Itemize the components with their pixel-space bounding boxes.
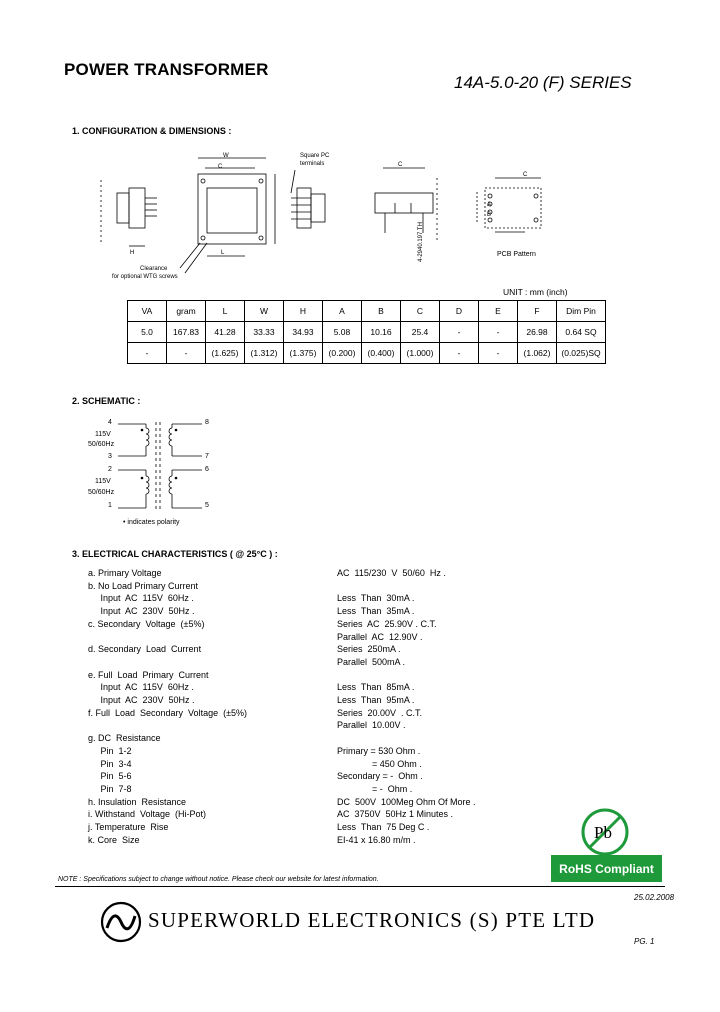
label-w: W	[223, 153, 229, 159]
table-header: D	[440, 301, 479, 322]
table-header-row	[128, 301, 606, 322]
dimensions-table	[127, 300, 606, 364]
table-header: Dim Pin	[557, 301, 606, 322]
table-header: W	[245, 301, 284, 322]
table-cell: 0.64 SQ	[557, 322, 606, 343]
spec-label: h. Insulation Resistance	[88, 796, 187, 807]
voltage-label-primary-2: 115V	[95, 478, 111, 485]
spec-value: Series 20.00V . C.T.	[337, 707, 423, 718]
spec-label: a. Primary Voltage	[88, 568, 162, 578]
page-number: PG. 1	[634, 937, 655, 946]
footer-note: NOTE : Specifications subject to change without notice. Please check our website for latest information.	[58, 876, 379, 883]
spec-label: Pin 7-8	[88, 783, 132, 794]
lead-free-badge	[580, 807, 630, 857]
spec-value: Primary = 530 Ohm .	[337, 745, 421, 756]
spec-value: Less Than 95mA .	[337, 695, 415, 705]
schematic-diagram	[110, 418, 210, 513]
section-electrical-heading: 3. ELECTRICAL CHARACTERISTICS ( @ 25°C ) :	[72, 549, 278, 559]
table-cell: 34.93	[284, 322, 323, 343]
spec-value: DC 500V 100Meg Ohm Of More .	[337, 796, 476, 807]
table-header: VA	[128, 301, 167, 322]
footer-divider	[55, 886, 665, 887]
pin-2: 2	[108, 466, 112, 473]
table-header: B	[362, 301, 401, 322]
spec-value: Less Than 85mA .	[337, 682, 415, 693]
label-square-pc: Square PC	[300, 153, 330, 159]
table-cell: 33.33	[245, 322, 284, 343]
spec-label: Input AC 230V 50Hz .	[88, 695, 195, 705]
table-cell: -	[167, 343, 206, 364]
table-header: H	[284, 301, 323, 322]
table-cell: (1.375)	[284, 343, 323, 364]
label-clearance: Clearance	[140, 266, 168, 272]
label-l: L	[221, 250, 225, 256]
table-cell: 26.98	[518, 322, 557, 343]
table-row	[128, 343, 606, 364]
table-cell: -	[128, 343, 167, 364]
spec-value: AC 3750V 50Hz 1 Minutes .	[337, 809, 454, 820]
polarity-note: • indicates polarity	[123, 519, 180, 526]
voltage-label-primary-1: 115V	[95, 431, 111, 438]
table-cell: -	[440, 322, 479, 343]
spec-value: Parallel 500mA .	[337, 656, 406, 667]
spec-label: c. Secondary Voltage (±5%)	[88, 618, 205, 629]
spec-value: = 450 Ohm .	[337, 758, 422, 769]
label-terminals: terminals	[300, 161, 325, 167]
table-cell: 167.83	[167, 322, 206, 343]
table-cell: 25.4	[401, 322, 440, 343]
unit-label: UNIT : mm (inch)	[503, 287, 568, 297]
footer-date: 25.02.2008	[634, 893, 675, 902]
label-pcb-pattern: PCB Pattern	[497, 251, 536, 258]
table-row	[128, 322, 606, 343]
frequency-label-primary-1: 50/60Hz	[88, 441, 115, 448]
table-header: E	[479, 301, 518, 322]
table-cell: 41.28	[206, 322, 245, 343]
table-cell: (1.312)	[245, 343, 284, 364]
table-cell: (1.000)	[401, 343, 440, 364]
table-header: L	[206, 301, 245, 322]
table-header: F	[518, 301, 557, 322]
spec-label: j. Temperature Rise	[88, 822, 169, 832]
series-name: 14A-5.0-20 (F) SERIES	[454, 73, 632, 92]
table-cell: 5.08	[323, 322, 362, 343]
section-configuration-heading: 1. CONFIGURATION & DIMENSIONS :	[72, 126, 232, 136]
table-cell: (0.025)SQ	[557, 343, 606, 364]
table-header: gram	[167, 301, 206, 322]
table-cell: (0.400)	[362, 343, 401, 364]
table-cell: -	[479, 322, 518, 343]
spec-label: d. Secondary Load Current	[88, 644, 202, 655]
spec-value: Less Than 30mA .	[337, 593, 415, 604]
spec-label: f. Full Load Secondary Voltage (±5%)	[88, 707, 248, 718]
spec-value: = - Ohm .	[337, 783, 413, 794]
pb-text: Pb	[594, 823, 612, 842]
table-cell: 10.16	[362, 322, 401, 343]
spec-value: Parallel 10.00V .	[337, 720, 406, 731]
table-cell: -	[479, 343, 518, 364]
spec-label: Input AC 115V 60Hz .	[88, 593, 194, 604]
spec-value: Parallel AC 12.90V .	[337, 631, 423, 642]
table-cell: (0.200)	[323, 343, 362, 364]
table-header: A	[323, 301, 362, 322]
label-a: A	[487, 202, 492, 208]
spec-label: Pin 5-6	[88, 771, 132, 782]
table-cell: (1.625)	[206, 343, 245, 364]
spec-label: Input AC 115V 60Hz .	[88, 682, 194, 693]
company-name: SUPERWORLD ELECTRONICS (S) PTE LTD	[148, 908, 596, 932]
pin-5: 5	[205, 502, 209, 509]
table-cell: -	[440, 343, 479, 364]
table-cell: 5.0	[128, 322, 167, 343]
label-screw-spec: 4-2940.197 TH	[418, 222, 424, 262]
table-header: C	[401, 301, 440, 322]
spec-value: EI-41 x 16.80 m/m .	[337, 834, 416, 845]
spec-label: Input AC 230V 50Hz .	[88, 606, 195, 617]
label-optional-screws: for optional WTG screws	[112, 274, 178, 280]
spec-value: Less Than 75 Deg C .	[337, 822, 430, 832]
spec-label: b. No Load Primary Current	[88, 580, 199, 591]
table-cell: (1.062)	[518, 343, 557, 364]
pin-3: 3	[108, 453, 112, 460]
spec-label: e. Full Load Primary Current	[88, 669, 209, 680]
spec-value: AC 115/230 V 50/60 Hz .	[337, 568, 446, 578]
pin-4: 4	[108, 419, 112, 426]
frequency-label-primary-2: 50/60Hz	[88, 489, 115, 496]
spec-value: Less Than 35mA .	[337, 606, 415, 617]
spec-label: g. DC Resistance	[88, 733, 161, 744]
spec-label: Pin 3-4	[88, 758, 132, 769]
spec-label: i. Withstand Voltage (Hi-Pot)	[88, 809, 207, 820]
pin-1: 1	[108, 502, 112, 509]
spec-label: Pin 1-2	[88, 745, 132, 756]
label-c-pcb: C	[523, 172, 528, 178]
pin-6: 6	[205, 466, 209, 473]
spec-value: Series 250mA .	[337, 644, 401, 655]
label-h: H	[130, 250, 135, 256]
rohs-compliant-badge: RoHS Compliant	[551, 855, 662, 882]
spec-value: Series AC 25.90V . C.T.	[337, 618, 437, 629]
label-c-front: C	[218, 164, 223, 170]
pin-8: 8	[205, 419, 209, 426]
spec-value: Secondary = - Ohm .	[337, 771, 423, 782]
document-title: POWER TRANSFORMER	[64, 60, 269, 79]
spec-label: k. Core Size	[88, 834, 140, 845]
section-schematic-heading: 2. SCHEMATIC :	[72, 396, 141, 406]
label-b: B	[487, 212, 492, 218]
label-c-top: C	[398, 162, 403, 168]
company-logo-icon	[100, 901, 142, 943]
pin-7: 7	[205, 453, 209, 460]
